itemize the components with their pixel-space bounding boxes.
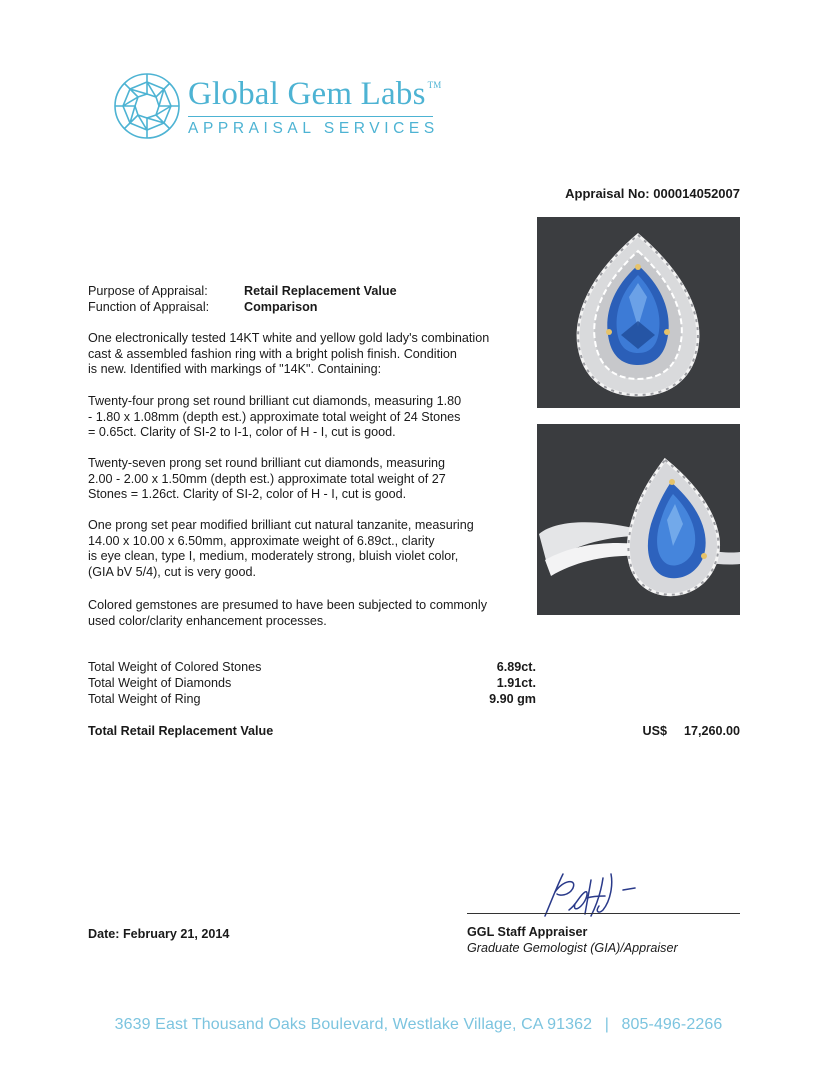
weights-table bbox=[88, 660, 536, 708]
ring-photo-side-view bbox=[537, 424, 740, 615]
footer-address: 3639 East Thousand Oaks Boulevard, Westlake Village, CA 91362 bbox=[114, 1016, 593, 1033]
text-line: Twenty-seven prong set round brilliant cut diamonds, measuring bbox=[88, 456, 446, 470]
appraiser-title: Graduate Gemologist (GIA)/Appraiser bbox=[467, 940, 678, 955]
function-label: Function of Appraisal: bbox=[88, 299, 210, 314]
text-line: One electronically tested 14KT white and yellow gold lady's combination bbox=[88, 331, 490, 345]
logo-divider bbox=[188, 116, 433, 117]
purpose-row bbox=[88, 284, 397, 300]
amount: 17,260.00 bbox=[683, 724, 740, 738]
text-line: 2.00 - 2.00 x 1.50mm (depth est.) approximate total weight of 27 bbox=[88, 471, 446, 486]
company-name: Global Gem Labs ™ bbox=[188, 76, 442, 112]
tanzanite-paragraph bbox=[88, 518, 518, 581]
diamonds-24-paragraph bbox=[88, 394, 518, 441]
function-value: Comparison bbox=[244, 299, 318, 314]
weight-value: 1.91ct. bbox=[496, 676, 536, 690]
signature-icon bbox=[533, 866, 643, 920]
footer-contact bbox=[0, 1016, 837, 1034]
total-value-label: Total Retail Replacement Value bbox=[88, 724, 274, 738]
footer-phone: 805-496-2266 bbox=[621, 1016, 723, 1033]
text-line: cast & assembled fashion ring with a bright polish finish. Condition bbox=[88, 346, 457, 361]
text-line: is eye clean, type I, medium, moderately strong, bluish violet color, bbox=[88, 549, 459, 564]
weight-row bbox=[88, 676, 536, 692]
text-line: One prong set pear modified brilliant cut natural tanzanite, measuring bbox=[88, 518, 474, 532]
text-line: 14.00 x 10.00 x 6.50mm, approximate weight of 6.89ct., clarity bbox=[88, 533, 435, 548]
text-line: Stones = 1.26ct. Clarity of SI-2, color of H - I, cut is good. bbox=[88, 487, 407, 502]
appraisal-number: Appraisal No: 000014052007 bbox=[565, 186, 740, 201]
text-line: = 0.65ct. Clarity of SI-2 to I-1, color of H - I, cut is good. bbox=[88, 425, 396, 440]
appraiser-name: GGL Staff Appraiser bbox=[467, 925, 588, 939]
currency-code: US$ bbox=[642, 724, 667, 738]
text-line: is new. Identified with markings of "14K". Containing: bbox=[88, 362, 382, 377]
purpose-section bbox=[88, 284, 397, 315]
text-line: used color/clarity enhancement processes. bbox=[88, 613, 327, 628]
text-line: Twenty-four prong set round brilliant cut diamonds, measuring 1.80 bbox=[88, 394, 462, 408]
weight-label: Total Weight of Ring bbox=[88, 692, 201, 706]
weight-value: 6.89ct. bbox=[496, 660, 536, 674]
purpose-value: Retail Replacement Value bbox=[244, 284, 397, 298]
ring-photo-top-view bbox=[537, 217, 740, 408]
brilliant-diamond-logo-icon bbox=[113, 72, 181, 140]
text-line: - 1.80 x 1.08mm (depth est.) approximate total weight of 24 Stones bbox=[88, 409, 461, 424]
enhancement-note-paragraph bbox=[88, 598, 518, 629]
appraisal-date: Date: February 21, 2014 bbox=[88, 927, 230, 941]
weight-row bbox=[88, 660, 536, 676]
ring-description-paragraph bbox=[88, 331, 518, 378]
company-subtitle: APPRAISAL SERVICES bbox=[188, 120, 439, 137]
trademark-mark: TM bbox=[427, 80, 442, 90]
weight-label: Total Weight of Colored Stones bbox=[88, 660, 262, 674]
text-line: (GIA bV 5/4), cut is very good. bbox=[88, 565, 256, 580]
weight-value: 9.90 gm bbox=[489, 692, 536, 706]
weight-row bbox=[88, 692, 536, 708]
function-row bbox=[88, 300, 397, 316]
appraiser-block bbox=[467, 925, 678, 956]
signature-line bbox=[467, 913, 740, 914]
weight-label: Total Weight of Diamonds bbox=[88, 676, 232, 690]
diamonds-27-paragraph bbox=[88, 456, 518, 503]
total-value-amount bbox=[642, 724, 740, 740]
text-line: Colored gemstones are presumed to have been subjected to commonly bbox=[88, 598, 488, 612]
purpose-label: Purpose of Appraisal: bbox=[88, 284, 208, 298]
footer-separator: | bbox=[604, 1016, 609, 1033]
